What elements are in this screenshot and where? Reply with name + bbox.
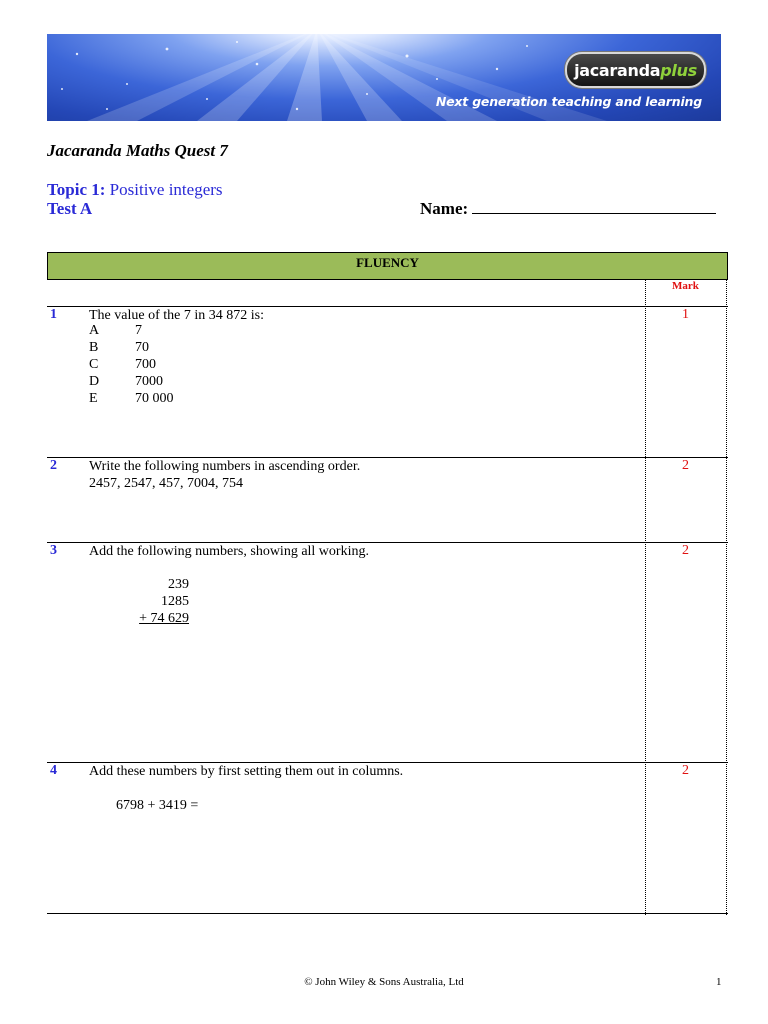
section-header-fluency: FLUENCY <box>47 252 728 280</box>
question-expression-4: 6798 + 3419 = <box>116 798 199 813</box>
book-title: Jacaranda Maths Quest 7 <box>47 141 228 160</box>
question-number-3: 3 <box>50 543 57 558</box>
test-label: Test A <box>47 199 93 218</box>
question-text-2: Write the following numbers in ascending order. <box>89 459 361 474</box>
copyright-footer: © John Wiley & Sons Australia, Ltd <box>304 976 464 988</box>
question-mark-4: 2 <box>682 763 689 778</box>
question-mark-1: 1 <box>682 307 689 322</box>
option-b[interactable]: B 70 <box>89 340 149 355</box>
option-c[interactable]: C 700 <box>89 357 156 372</box>
sum-line-2: 1285 <box>161 594 189 609</box>
option-a[interactable]: A 7 <box>89 323 142 338</box>
page-number: 1 <box>716 976 722 988</box>
mark-column-header: Mark <box>672 280 699 292</box>
option-e[interactable]: E 70 000 <box>89 391 174 406</box>
name-blank-line[interactable] <box>472 199 716 214</box>
question-text-4: Add these numbers by first setting them out in columns. <box>89 764 404 779</box>
option-d[interactable]: D 7000 <box>89 374 163 389</box>
sum-line-3: + 74 629 <box>139 611 189 626</box>
question-numbers-2: 2457, 2547, 457, 7004, 754 <box>89 476 243 491</box>
topic-name: Positive integers <box>109 180 223 199</box>
topic-heading <box>47 180 223 200</box>
table-right-border <box>726 279 727 915</box>
question-table <box>47 252 728 915</box>
jacarandaplus-logo: jacaranda plus <box>565 52 706 88</box>
question-text-1: The value of the 7 in 34 872 is: <box>89 308 264 323</box>
name-field <box>420 199 716 219</box>
name-label: Name: <box>420 199 469 218</box>
header-banner <box>47 34 721 121</box>
table-bottom-border <box>47 913 728 914</box>
sum-line-1: 239 <box>168 577 189 592</box>
question-number-4: 4 <box>50 763 57 778</box>
question-mark-2: 2 <box>682 458 689 473</box>
banner-tagline: Next generation teaching and learning <box>435 94 702 109</box>
question-text-3: Add the following numbers, showing all working. <box>89 544 369 559</box>
question-number-2: 2 <box>50 458 57 473</box>
question-number-1: 1 <box>50 307 57 322</box>
question-mark-3: 2 <box>682 543 689 558</box>
mark-column-divider <box>645 279 646 915</box>
topic-label: Topic 1: <box>47 180 106 199</box>
